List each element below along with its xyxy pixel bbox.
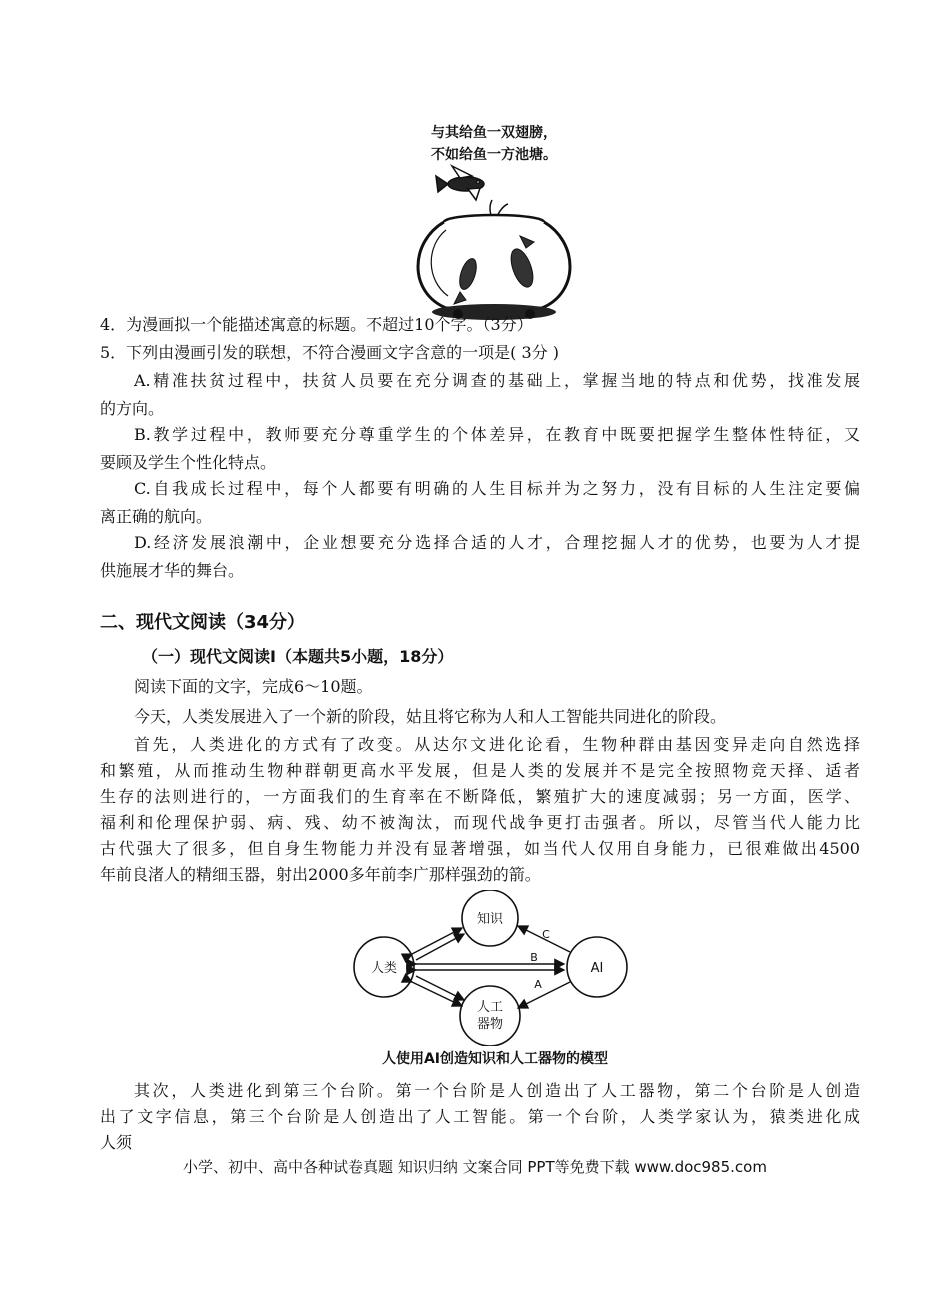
option-c-line2: 离正确的航向。 [100,507,213,526]
artifact-node [460,986,520,1046]
paragraph-3-line: 出了文字信息，第三个台阶是人创造出了人工智能。第一个台阶，人类学家认为，猿类进化成 [100,1107,860,1126]
arrow-c-label: C [542,928,550,941]
option-b-line2: 要顾及学生个性化特点。 [100,453,277,472]
option-a-line2: 的方向。 [100,399,165,418]
section-title: 二、现代文阅读（34分） [100,612,306,633]
knowledge-label: 知识 [476,912,504,927]
arrow-a-label: A [534,978,542,991]
paragraph-3-line: 人须 [100,1133,133,1152]
section-subtitle: （一）现代文阅读Ⅰ（本题共5小题，18分） [142,647,454,666]
ai-label: AI [590,961,604,976]
paragraph-3-line: 其次，人类进化到第三个台阶。第一个台阶是人创造出了人工器物，第二个台阶是人创造 [134,1081,860,1100]
artifact-label-line1: 人工 [476,1000,504,1015]
cartoon-illustration [396,118,592,324]
option-d-line1: D.经济发展浪潮中，企业想要充分选择合适的人才，合理挖掘人才的优势，也要为人才提 [134,533,860,552]
paragraph-2-line: 首先，人类进化的方式有了改变。从达尔文进化论看，生物种群由基因变异走向自然选择 [134,735,860,754]
paragraph-2-line: 生存的法则进行的，一方面我们的生育率在不断降低，繁殖扩大的速度减弱；另一方面，医学、 [100,787,860,806]
paragraph-2-line: 古代强大了很多，但自身生物能力并没有显著增强，如当代人仅用自身能力，已很难做出4500 [100,839,860,858]
flying-fish-icon [436,166,484,200]
ai-model-diagram [350,890,640,1070]
arrow-b-label: B [530,951,538,964]
footer-banner: 小学、初中、高中各种试卷真题 知识归纳 文案合同 PPT等免费下载 www.doc985.com [183,1158,767,1176]
paragraph-2-line: 福利和伦理保护弱、病、残、幼不被淘汰，而现代战争更打击强者。所以，尽管当代人能力比 [100,813,860,832]
question-5: 5．下列由漫画引发的联想，不符合漫画文字含意的一项是( 3分 ) [100,343,560,362]
paragraph-2-line: 和繁殖，从而推动生物种群朝更高水平发展，但是人类的发展并不是完全按照物竞天择、适者 [100,761,860,780]
diagram-caption: 人使用AI创造知识和人工器物的模型 [381,1051,609,1067]
option-c-line1: C.自我成长过程中，每个人都要有明确的人生目标并为之努力，没有目标的人生注定要偏 [134,479,860,498]
question-4: 4．为漫画拟一个能描述寓意的标题。不超过10个字。（3分） [100,315,533,334]
paragraph-2-line: 年前良渚人的精细玉器，射出2000多年前李广那样强劲的箭。 [100,865,541,884]
reading-instruction: 阅读下面的文字，完成6～10题。 [134,677,373,696]
cartoon-caption-line2: 不如给鱼一方池塘。 [431,147,557,163]
option-d-line2: 供施展才华的舞台。 [100,561,245,580]
option-a-line1: A.精准扶贫过程中，扶贫人员要在充分调查的基础上，掌握当地的特点和优势，找准发展 [134,371,860,390]
artifact-label-line2: 器物 [476,1017,504,1032]
fishbowl-drawing [396,162,592,324]
paragraph-1: 今天，人类发展进入了一个新的阶段，姑且将它称为人和人工智能共同进化的阶段。 [134,707,727,726]
option-b-line1: B.教学过程中，教师要充分尊重学生的个体差异，在教育中既要把握学生整体性特征，又 [134,425,860,444]
cartoon-caption-line1: 与其给鱼一双翅膀， [431,125,557,141]
human-label: 人类 [370,961,398,976]
